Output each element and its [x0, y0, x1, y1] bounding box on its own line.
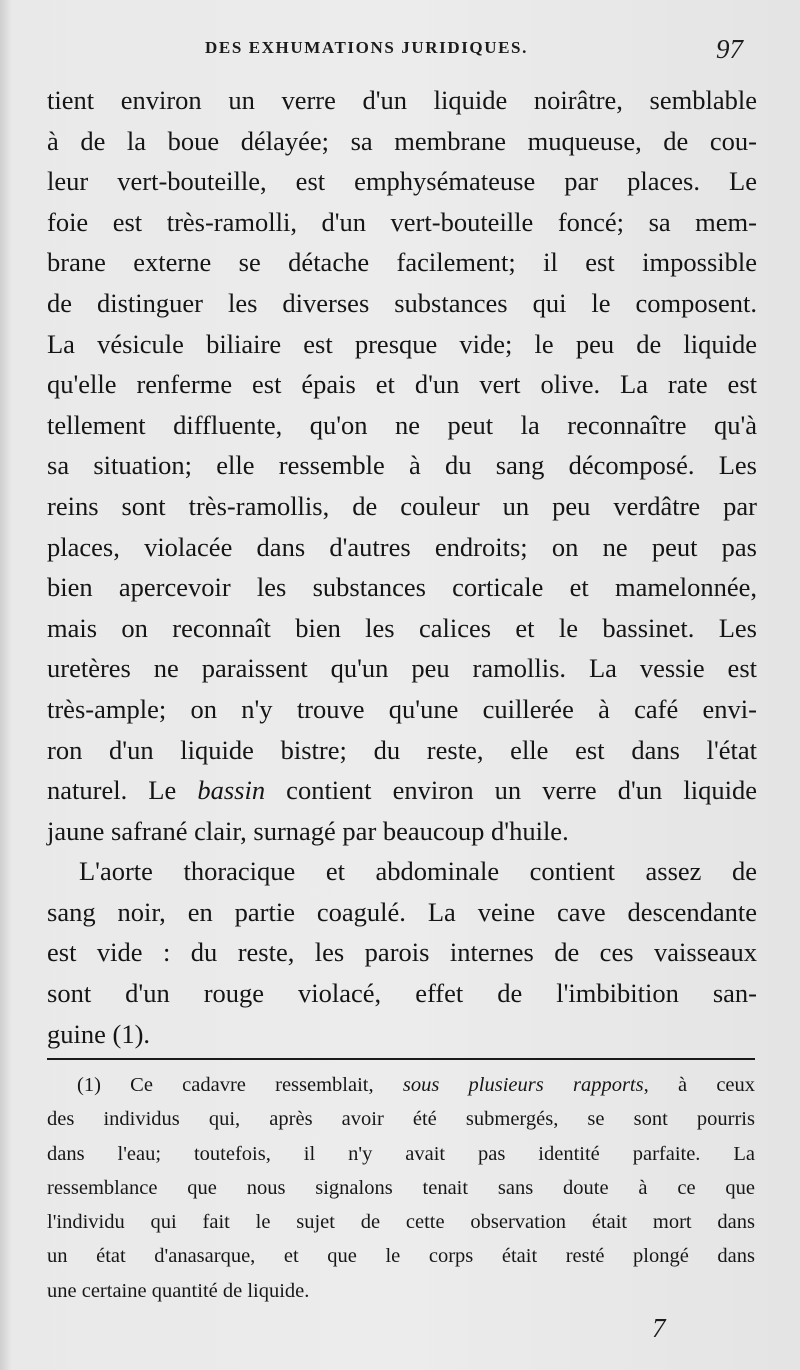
- footnote-line: des individus qui, après avoir été submergés, se sont pourris: [47, 1108, 755, 1131]
- body-line: mais on reconnaît bien les calices et le bassinet. Les: [47, 612, 757, 643]
- footnote-italic: sous plusieurs rapports: [402, 1074, 644, 1096]
- signature-mark: 7: [652, 1313, 666, 1343]
- body-line: à de la boue délayée; sa membrane muqueuse, de cou-: [47, 125, 757, 156]
- bassin-italic: bassin: [197, 775, 266, 806]
- body-line: reins sont très-ramollis, de couleur un peu verdâtre par: [47, 490, 757, 521]
- bassin-after: contient environ un verre d'un liquide: [265, 775, 758, 806]
- body-line: ron d'un liquide bistre; du reste, elle est dans l'état: [47, 734, 757, 765]
- paragraph-2-line: est vide : du reste, les parois internes de ces vaisseaux: [47, 937, 757, 968]
- running-head: [0, 34, 800, 78]
- paragraph-2-line: guine (1).: [47, 1018, 151, 1049]
- body-line: jaune safrané clair, surnagé par beaucoup d'huile.: [47, 815, 569, 846]
- running-title: DES EXHUMATIONS JURIDIQUES.: [205, 38, 528, 57]
- body-line: bien apercevoir les substances corticale et mamelonnée,: [47, 572, 757, 603]
- body-line: très-ample; on n'y trouve qu'une cuillerée à café envi-: [47, 693, 757, 724]
- body-line: La vésicule biliaire est presque vide; le peu de liquide: [47, 328, 757, 359]
- footnote-line: [47, 1068, 755, 1102]
- body-line-bassin: [47, 770, 757, 811]
- body-line: de distinguer les diverses substances qui le composent.: [47, 287, 757, 318]
- footnote-rule: [47, 1058, 755, 1060]
- body-line: uretères ne paraissent qu'un peu ramollis. La vessie est: [47, 653, 757, 684]
- footnote-line: une certaine quantité de liquide.: [47, 1279, 310, 1302]
- body-line: tellement diffluente, qu'on ne peut la reconnaître qu'à: [47, 409, 757, 440]
- paragraph-2-line: sont d'un rouge violacé, effet de l'imbibition san-: [47, 978, 757, 1009]
- page-number: 97: [716, 34, 743, 64]
- body-line: leur vert-bouteille, est emphysémateuse par places. Le: [47, 166, 757, 197]
- footnote: [47, 1068, 755, 1308]
- footnote-line: un état d'anasarque, et que le corps était resté plongé dans: [47, 1245, 755, 1268]
- body-text: [47, 80, 757, 1054]
- body-line: sa situation; elle ressemble à du sang décomposé. Les: [47, 450, 757, 481]
- body-line: tient environ un verre d'un liquide noirâtre, semblable: [47, 85, 757, 115]
- bassin-before: naturel. Le: [47, 775, 198, 806]
- footnote-line: dans l'eau; toutefois, il n'y avait pas identité parfaite. La: [47, 1142, 755, 1165]
- footnote-line: ressemblance que nous signalons tenait sans doute à ce que: [47, 1176, 755, 1199]
- body-line: qu'elle renferme est épais et d'un vert olive. La rate est: [47, 369, 757, 400]
- body-line: places, violacée dans d'autres endroits; on ne peut pas: [47, 531, 757, 562]
- footnote-before: (1) Ce cadavre ressemblait,: [77, 1074, 403, 1096]
- footnote-after: , à ceux: [643, 1074, 756, 1096]
- paragraph-2-line: L'aorte thoracique et abdominale contient assez de: [79, 856, 757, 887]
- body-line: brane externe se détache facilement; il est impossible: [47, 247, 757, 278]
- paragraph-2-line: sang noir, en partie coagulé. La veine cave descendante: [47, 896, 757, 927]
- body-line: foie est très-ramolli, d'un vert-bouteille foncé; sa mem-: [47, 206, 757, 237]
- footnote-line: l'individu qui fait le sujet de cette observation était mort dans: [47, 1211, 755, 1234]
